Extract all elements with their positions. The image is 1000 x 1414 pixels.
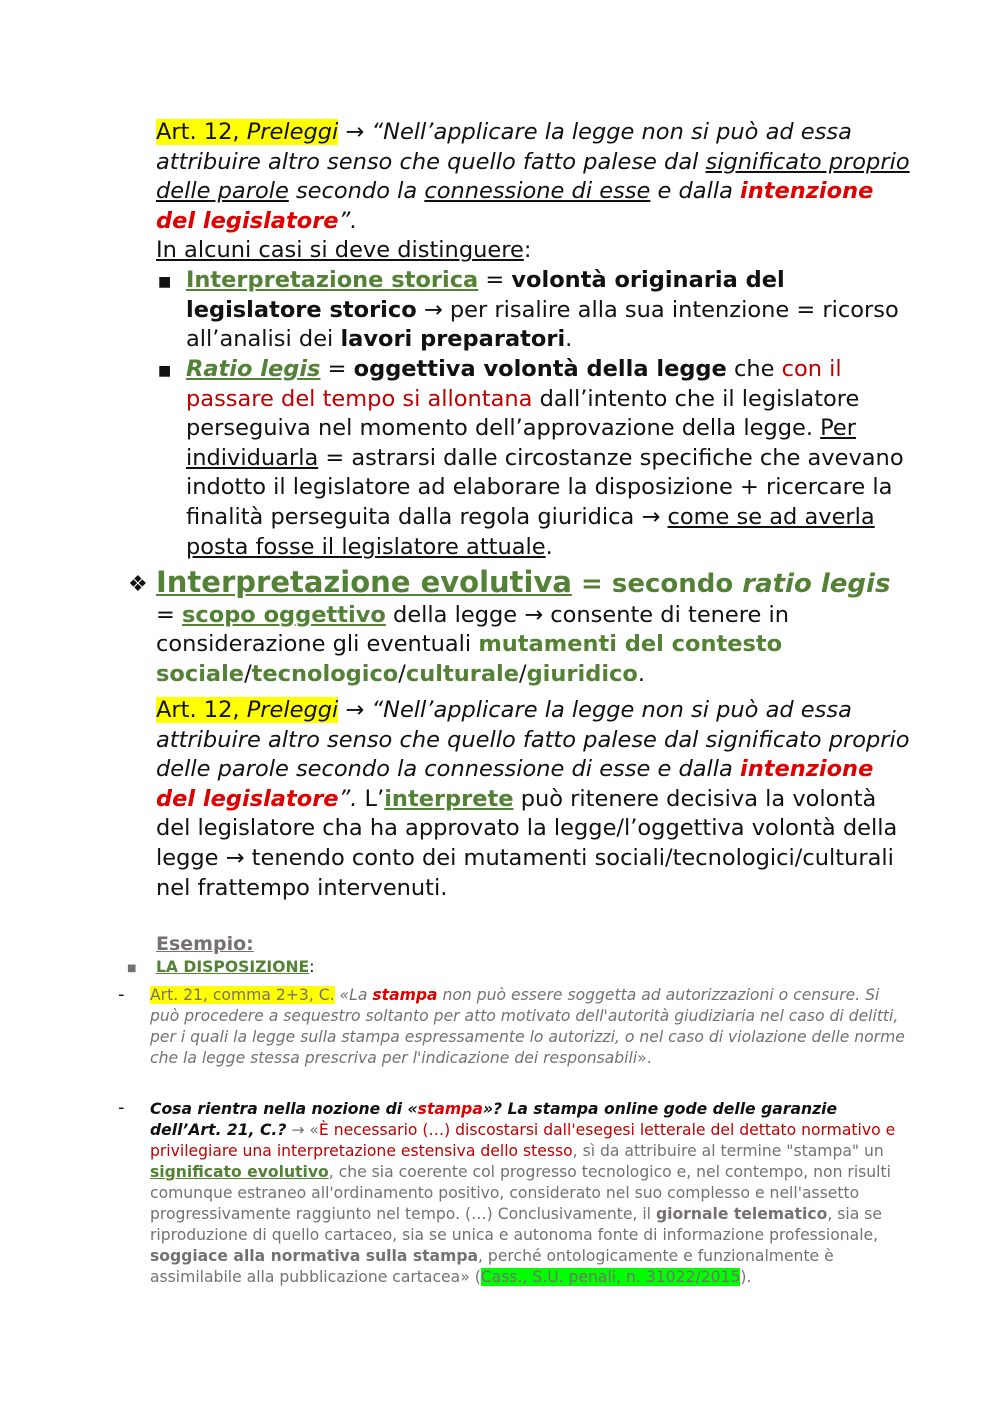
significato-evolutivo: significato evolutivo — [150, 1163, 329, 1181]
quote-open: «La — [334, 986, 373, 1004]
quote-text: non può essere soggetta ad autorizzazioni o censure. Si può procedere a sequestro soltanto per atto motivato dell'autorità giudiziaria nel caso di delitti, per i quali la legge sulla stampa espressamente lo autorizzi, o nel caso di violazione delle norme che la legge stessa prescriva per l'indicazione dei responsabili — [150, 986, 905, 1067]
section-title: Interpretazione evolutiva — [156, 565, 572, 599]
green-bold: giuridico — [526, 660, 638, 687]
bold-text: lavori preparatori — [340, 326, 566, 353]
cass-ref: Cass., S.U. penali, n. 31022/2015 — [480, 1268, 741, 1286]
text: L’ — [357, 785, 385, 812]
interprete: interprete — [384, 785, 514, 812]
underlined-text: come se ad averla posta fosse il legislatore attuale — [186, 503, 875, 560]
quote-close: ”. — [338, 785, 358, 812]
art-ref-highlight — [156, 697, 338, 723]
art12-quote-block-2 — [156, 696, 916, 903]
art-ref-italic: Preleggi — [246, 119, 339, 145]
bold-text: soggiace alla normativa sulla stampa — [150, 1247, 479, 1265]
green-bold: tecnologico — [251, 660, 399, 687]
text: per risalire alla sua intenzione = ricorso all’analisi dei — [186, 296, 899, 353]
question-text: Cosa rientra nella nozione di « — [150, 1100, 418, 1118]
dash-bullet: - — [118, 1097, 125, 1118]
text: , perché ontologicamente e funzionalmente è assimilabile alla pubblicazione cartacea» ( — [150, 1247, 834, 1286]
bold-text: giornale telematico — [655, 1205, 828, 1223]
disposizione-line — [156, 958, 314, 976]
text: che — [726, 356, 782, 382]
esempio-label: Esempio: — [156, 933, 254, 955]
art-ref-italic: Preleggi — [246, 697, 339, 723]
arrow-icon: → « — [286, 1121, 319, 1139]
art21-item — [150, 985, 905, 1069]
text: . — [637, 660, 645, 687]
slash: / — [244, 660, 252, 687]
text: dall’intento che il legislatore perseguiva nel momento dell’approvazione della legge. — [186, 385, 860, 442]
square-bullet-icon: ■ — [158, 363, 172, 379]
text: della legge → consente di tenere in considerazione gli eventuali — [156, 601, 790, 658]
quote-text: secondo la — [288, 178, 425, 205]
art12-quote-block — [156, 118, 916, 266]
text: può ritenere decisiva la volontà del legislatore cha ha approvato la legge/l’oggettiva volontà della legge → tenendo conto dei mutamenti sociali/tecnologici/culturali nel frattempo intervenuti. — [156, 785, 898, 901]
equals: = — [156, 601, 183, 628]
text: ). — [740, 1268, 752, 1286]
stampa-online-item — [150, 1099, 905, 1288]
underlined-text: Per individuarla — [186, 415, 857, 471]
equals: = — [478, 267, 512, 293]
text: , che sia coerente col progresso tecnologico e, nel contempo, non risulti comunque estraneo all'ordinamento positivo, considerato nel suo complesso e nell'assetto progressivamente raggiunto nel tempo. (…) Conclusivamente, il — [150, 1163, 891, 1223]
text: , sia se riproduzione di quello cartaceo, sia se unica e autonoma fonte di informazione professionale, — [150, 1205, 882, 1244]
green-bold: mutamenti del contesto sociale — [156, 631, 783, 687]
bold-text: volontà originaria del legislatore storico — [186, 267, 785, 323]
stampa-word: stampa — [372, 986, 438, 1004]
bold-text: oggettiva volontà della legge — [353, 356, 727, 382]
colon: : — [309, 958, 315, 976]
section-interpretazione-evolutiva — [156, 565, 916, 689]
disposizione-label: LA DISPOSIZIONE — [156, 958, 310, 976]
art-ref: Art. 12, — [156, 119, 247, 145]
text: , sì da attribuire al termine "stampa" un — [572, 1142, 884, 1160]
stampa-word: stampa — [417, 1100, 483, 1118]
slash: / — [518, 660, 527, 687]
quote-text: e dalla — [650, 178, 741, 205]
red-text: È necessario (…) discostarsi dall'esegesi letterale del dettato normativo e privilegiare una interpretazione estensiva dello stesso — [150, 1121, 896, 1160]
quote-text: “Nell’applicare la legge non si può ad essa attribuire altro senso che quello fatto palese dal significato proprio delle parole secondo la connessione di esse e dalla — [156, 697, 910, 783]
art-ref-highlight — [156, 119, 338, 145]
section-subtitle-italic: ratio legis — [742, 569, 891, 599]
quote-close: ». — [637, 1049, 652, 1067]
question-text: »? La stampa online gode delle garanzie dell’Art. 21, C.? — [150, 1100, 838, 1139]
slash: / — [398, 660, 406, 687]
red-text: con il passare del tempo si allontana — [186, 356, 842, 412]
art21-ref: Art. 21, comma 2+3, C. — [150, 986, 335, 1004]
arrow-icon: → — [338, 119, 372, 145]
quote-underlined: significato proprio delle parole — [156, 148, 910, 205]
square-bullet-icon: ■ — [127, 963, 137, 974]
quote-text: “Nell’applicare la legge non si può ad essa attribuire altro senso che quello fatto palese dal — [156, 119, 852, 175]
green-bold: culturale — [405, 660, 519, 687]
text: = astrarsi dalle circostanze specifiche che avevano indotto il legislatore ad elaborare la disposizione + ricercare la finalità perseguita dalla regola giuridica → — [186, 444, 904, 530]
quote-underlined: connessione di esse — [424, 178, 651, 205]
quote-close: ”. — [338, 207, 358, 234]
arrow-icon: → — [416, 296, 450, 323]
dash-bullet: - — [118, 984, 125, 1005]
section-subtitle: = secondo — [571, 569, 743, 599]
bullet-ratio-legis — [186, 355, 916, 562]
text: . — [565, 326, 573, 353]
diamond-bullet-icon: ❖ — [128, 572, 148, 597]
equals: = — [320, 356, 354, 382]
bullet-interpretazione-storica — [186, 266, 916, 355]
bullet-title: Interpretazione storica — [186, 267, 479, 293]
cases-label: In alcuni casi si deve distinguere — [156, 237, 524, 264]
text: . — [545, 533, 553, 560]
square-bullet-icon: ■ — [158, 274, 172, 290]
quote-red-bold: intenzione del legislatore — [156, 756, 874, 812]
art-ref: Art. 12, — [156, 697, 247, 723]
scopo-oggettivo: scopo oggettivo — [182, 601, 386, 628]
arrow-icon: → — [338, 697, 372, 723]
bullet-title: Ratio legis — [186, 356, 321, 382]
colon: : — [523, 237, 532, 264]
quote-red-bold: intenzione del legislatore — [156, 178, 874, 234]
